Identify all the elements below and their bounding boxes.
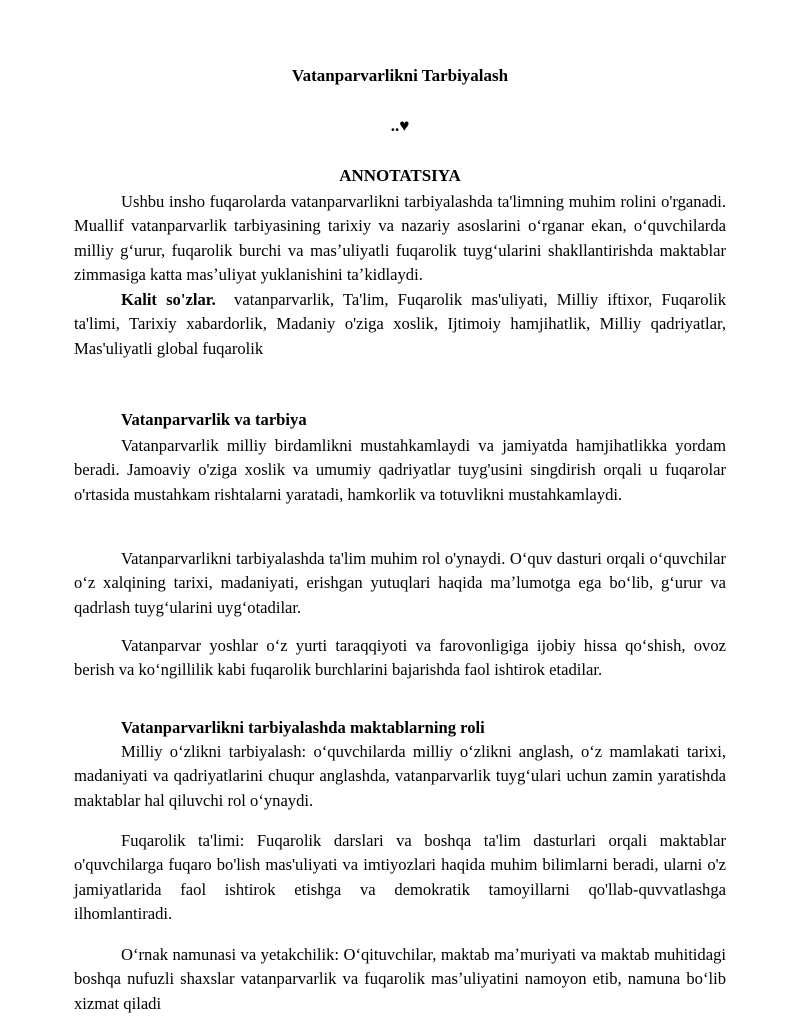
section1-paragraph-2: Vatanparvarlikni tarbiyalashda ta'lim muhim rol o'ynaydi. Oʻquv dasturi orqali oʻquvchilar oʻz xalqining tarixi, madaniyati, erishgan yutuqlari haqida maʼlumotga ega boʻlib, gʻurur va qadrlash tuygʻularini uygʻotadilar.	[74, 549, 726, 617]
section2-paragraph-1: Milliy oʻzlikni tarbiyalash: oʻquvchilarda milliy oʻzlikni anglash, oʻz mamlakati tarixi, madaniyati va qadriyatlarini chuqur anglashda, vatanparvarlik tuygʻulari uchun zamin yaratishda maktablar hal qiluvchi rol oʻynaydi.	[74, 742, 726, 810]
section1-paragraph-1: Vatanparvarlik milliy birdamlikni mustahkamlaydi va jamiyatda hamjihatlikka yordam beradi. Jamoaviy o'ziga xoslik va umumiy qadriyatlar tuyg'usini singdirish orqali u fuqarolar o'rtasida mustahkam rishtalarni yaratadi, hamkorlik va totuvlikni mustahkamlaydi.	[74, 436, 726, 504]
section-heading-patriotism: Vatanparvarlik va tarbiya	[121, 410, 307, 429]
heart-ornament: ..♥	[390, 116, 410, 135]
keywords-label: Kalit so'zlar.	[121, 290, 216, 309]
annotation-heading: ANNOTATSIYA	[339, 166, 461, 185]
section2-paragraph-2: Fuqarolik ta'limi: Fuqarolik darslari va boshqa ta'lim dasturlari orqali maktablar o'quvchilarga fuqaro bo'lish mas'uliyati va imtiyozlari haqida muhim bilimlarni beradi, ularni o'z jamiyatlarida faol ishtirok etishga va demokratik tamoyillarni qo'llab-quvvatlashga ilhomlantiradi.	[74, 831, 726, 923]
keywords-paragraph	[74, 288, 726, 361]
section1-paragraph-3: Vatanparvar yoshlar oʻz yurti taraqqiyoti va farovonligiga ijobiy hissa qoʻshish, ovoz berish va koʻngillilik kabi fuqarolik burchlarini bajarishda faol ishtirok etadilar.	[74, 636, 726, 680]
section-heading-schools-role: Vatanparvarlikni tarbiyalashda maktablarning roli	[121, 718, 485, 737]
section2-paragraph-3: Oʻrnak namunasi va yetakchilik: Oʻqituvchilar, maktab maʼmuriyati va maktab muhitidagi boshqa nufuzli shaxslar vatanparvarlik va fuqarolik masʼuliyatini namoyon etib, namuna boʻlib xizmat qiladi	[74, 945, 726, 1013]
keywords-text: vatanparvarlik, Ta'lim, Fuqarolik mas'uliyati, Milliy iftixor, Fuqarolik ta'limi, Tarixiy xabardorlik, Madaniy o'ziga xoslik, Ijtimoiy hamjihatlik, Milliy qadriyatlar, Mas'uliyatli global fuqarolik	[74, 290, 727, 358]
document-title: Vatanparvarlikni Tarbiyalash	[291, 66, 509, 85]
annotation-paragraph: Ushbu insho fuqarolarda vatanparvarlikni tarbiyalashda ta'limning muhim rolini o'rganadi. Muallif vatanparvarlik tarbiyasining tarixiy va nazariy asoslarini oʻrganar ekan, oʻquvchilarda milliy gʻurur, fuqarolik burchi va masʼuliyatli fuqarolik tuygʻularini shakllantirishda maktablar zimmasiga katta masʼuliyat yuklanishini taʼkidlaydi.	[74, 192, 726, 284]
